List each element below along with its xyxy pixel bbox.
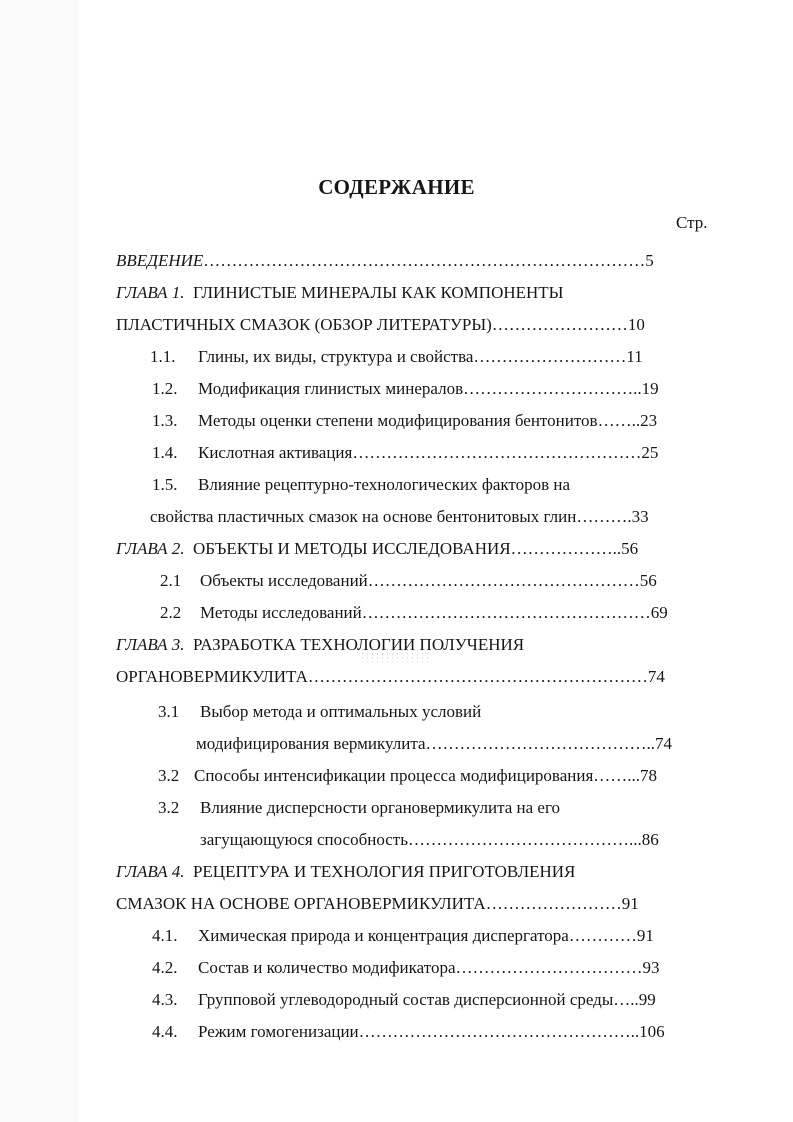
leader-dots: …………………………………………………… [307, 667, 648, 686]
section-title: Объекты исследований [200, 571, 368, 590]
toc-section-3-1-line-2 [196, 734, 672, 754]
chapter-title: ОРГАНОВЕРМИКУЛИТА [116, 667, 308, 686]
page-number: 33 [631, 507, 649, 526]
section-title: Модификация глинистых минералов [198, 379, 464, 398]
toc-section-4-1 [152, 926, 654, 946]
leader-dots: …………………………………... [407, 830, 642, 849]
chapter-title: СМАЗОК НА ОСНОВЕ ОРГАНОВЕРМИКУЛИТА [116, 894, 486, 913]
page-number: 91 [636, 926, 654, 945]
toc-section-4-2 [152, 958, 660, 978]
toc-section-2-2 [160, 603, 668, 623]
page-number: 25 [641, 443, 659, 462]
chapter-prefix: ГЛАВА 4. [116, 862, 185, 881]
page-number: 23 [640, 411, 658, 430]
toc-section-1-3 [152, 411, 657, 431]
leader-dots: …………………………………………… [352, 443, 642, 462]
leader-dots: …………………… [485, 894, 622, 913]
leader-dots: ……... [593, 766, 641, 785]
page-number: 91 [621, 894, 639, 913]
section-number: 1.4. [152, 443, 178, 462]
section-title: Состав и количество модификатора [198, 958, 456, 977]
section-title: Влияние рецептурно-технологических факторов на [198, 475, 571, 494]
section-number: 1.5. [152, 475, 178, 494]
section-number: 1.3. [152, 411, 178, 430]
toc-section-4-4 [152, 1022, 665, 1042]
section-title: Методы исследований [200, 603, 362, 622]
page-number: 19 [641, 379, 659, 398]
section-title: загущающуюся способность [200, 830, 408, 849]
leader-dots: ………. [576, 507, 632, 526]
toc-section-3-3-line-1 [158, 798, 560, 818]
leader-dots: ………………………………….. [425, 734, 656, 753]
toc-section-1-1 [150, 347, 643, 367]
leader-dots: ………………………………………….. [358, 1022, 640, 1041]
page-number: 11 [626, 347, 643, 366]
page-number: 56 [639, 571, 657, 590]
section-title: свойства пластичных смазок на основе бентонитовых глин [150, 507, 577, 526]
section-title: Выбор метода и оптимальных условий [200, 702, 482, 721]
chapter-prefix: ГЛАВА 1. [116, 283, 185, 302]
leader-dots: ……………………… [473, 347, 627, 366]
page-number: 74 [647, 667, 665, 686]
section-number: 3.1 [158, 702, 180, 721]
leader-dots: …………………………………………… [361, 603, 651, 622]
toc-entry-label: ВВЕДЕНИЕ [116, 251, 204, 270]
leader-dots: ………… [568, 926, 637, 945]
page-number: 69 [650, 603, 668, 622]
leader-dots: ………………………….. [463, 379, 642, 398]
page-number: 78 [640, 766, 658, 785]
leader-dots: ….. [613, 990, 639, 1009]
toc-section-1-4 [152, 443, 658, 463]
page-column-label: Стр. [676, 213, 708, 232]
scan-edge [0, 0, 78, 1122]
page-number: 106 [639, 1022, 665, 1041]
section-number: 3.2 [158, 766, 180, 785]
toc-section-1-5-line-1 [152, 475, 570, 495]
toc-section-1-5-line-2 [150, 507, 649, 527]
chapter-title: ГЛИНИСТЫЕ МИНЕРАЛЫ КАК КОМПОНЕНТЫ [192, 283, 564, 302]
page-number: 10 [627, 315, 645, 334]
leader-dots: …………………………… [455, 958, 643, 977]
section-title: Химическая природа и концентрация диспергатора [198, 926, 569, 945]
section-number: 1.1. [150, 347, 176, 366]
section-title: модифицирования вермикулита [196, 734, 426, 753]
scan-noise [360, 648, 430, 662]
section-title: Глины, их виды, структура и свойства [198, 347, 474, 366]
section-title: Способы интенсификации процесса модифицирования [194, 766, 594, 785]
chapter-prefix: ГЛАВА 2. [116, 539, 185, 558]
section-title: Влияние дисперсности органовермикулита на его [200, 798, 561, 817]
leader-dots: ………………………………………… [367, 571, 640, 590]
chapter-title: ПЛАСТИЧНЫХ СМАЗОК (ОБЗОР ЛИТЕРАТУРЫ) [116, 315, 492, 334]
chapter-title: ОБЪЕКТЫ И МЕТОДЫ ИССЛЕДОВАНИЯ [192, 539, 511, 558]
toc-chapter-1-line-1 [116, 283, 564, 303]
chapter-prefix: ГЛАВА 3. [116, 635, 185, 654]
toc-chapter-3-line-2 [116, 667, 665, 687]
toc-section-3-1-line-1 [158, 702, 481, 722]
toc-chapter-3-line-1 [116, 635, 524, 655]
toc-chapter-1-line-2 [116, 315, 645, 335]
page-number: 56 [621, 539, 639, 558]
toc-section-1-2 [152, 379, 659, 399]
section-number: 2.1 [160, 571, 182, 590]
page-number: 93 [642, 958, 660, 977]
section-title: Кислотная активация [198, 443, 353, 462]
toc-section-4-3 [152, 990, 656, 1010]
page-number: 5 [645, 251, 654, 270]
leader-dots: …….. [597, 411, 641, 430]
page-number: 99 [638, 990, 656, 1009]
chapter-title: РЕЦЕПТУРА И ТЕХНОЛОГИЯ ПРИГОТОВЛЕНИЯ [192, 862, 576, 881]
toc-chapter-4-line-1 [116, 862, 575, 882]
toc-entry-intro [116, 251, 654, 271]
section-number: 4.1. [152, 926, 178, 945]
page-title: СОДЕРЖАНИЕ [318, 175, 475, 199]
section-title: Групповой углеводородный состав дисперсионной среды [198, 990, 614, 1009]
section-number: 4.4. [152, 1022, 178, 1041]
toc-section-3-2 [158, 766, 657, 786]
section-number: 1.2. [152, 379, 178, 398]
section-number: 4.3. [152, 990, 178, 1009]
section-number: 3.2 [158, 798, 180, 817]
section-number: 2.2 [160, 603, 182, 622]
section-title: Режим гомогенизации [198, 1022, 359, 1041]
section-title: Методы оценки степени модифицирования бентонитов [198, 411, 598, 430]
chapter-title: РАЗРАБОТКА ТЕХНОЛОГИИ ПОЛУЧЕНИЯ [192, 635, 525, 654]
leader-dots: …………………………………………………………………… [203, 251, 646, 270]
leader-dots: ……………….. [510, 539, 622, 558]
leader-dots: …………………… [491, 315, 628, 334]
toc-section-2-1 [160, 571, 657, 591]
page-number: 74 [655, 734, 673, 753]
page-number: 86 [641, 830, 659, 849]
toc-chapter-4-line-2 [116, 894, 639, 914]
toc-section-3-3-line-2 [200, 830, 659, 850]
section-number: 4.2. [152, 958, 178, 977]
toc-chapter-2 [116, 539, 638, 559]
